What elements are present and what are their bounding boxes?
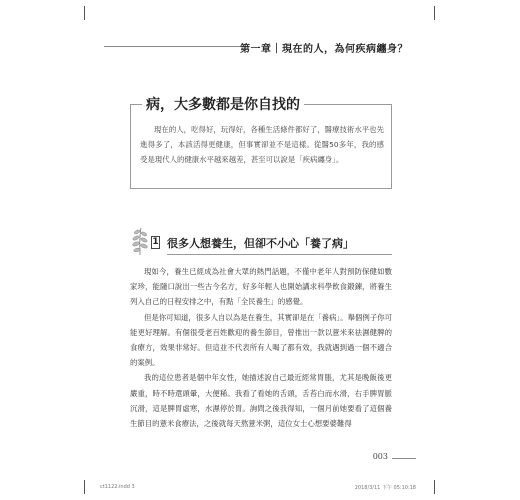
crop-mark-bottom-left [84, 480, 85, 494]
section-title: 很多人想養生，但卻不小心「養了病」 [167, 237, 354, 250]
crop-mark-bottom-right [434, 480, 435, 494]
crop-mark-top-left [84, 6, 85, 20]
print-slug-file: ct1122.indd 3 [100, 484, 135, 490]
section-number: 1 [152, 237, 159, 247]
page-number: 003 [372, 452, 388, 461]
chapter-title: 第一章｜現在的人，為何疾病纏身？ [240, 44, 408, 55]
body-paragraph: 但是你可知道，很多人自以為是在養生，其實卻是在「養病」。舉個例子你可能更好理解。有個很受老百姓歡迎的養生節目，曾推出一款以薏米來祛濕健脾的食療方，效果非常好。但這並不代表所有人喝了都有效，我就遇到過一個不適合的案例。 [130, 312, 392, 368]
crop-mark-top-right [434, 6, 435, 20]
intro-title: 病，大多數都是你自找的 [142, 96, 304, 114]
body-paragraph: 現如今，養生已經成為社會大眾的熱門話題，不僅中老年人對預防保健如數家珍，能隨口說出一些古今名方，好多年輕人也開始講求科學飲食鍛鍊，將養生列入自己的日程安排之中，有點「全民養生」的感覺。 [130, 267, 392, 307]
leaf-sprig-icon [130, 226, 150, 256]
section-heading [130, 226, 392, 256]
body-text [130, 264, 392, 431]
header-rule [104, 46, 250, 47]
intro-paragraph: 現在的人，吃得好，玩得好，各種生活條件都好了，醫療技術水平也先進得多了，本該活得更健康，但事實卻並不是這樣。從醫50多年，我的感受是現代人的健康水平越來越差，甚至可以說是「疾病纏身」。 [140, 125, 384, 164]
running-header [0, 40, 520, 54]
page-number-rule [392, 458, 416, 459]
print-slug-date: 2018/3/11 下午 05:10:18 [354, 485, 416, 491]
intro-text [140, 122, 384, 167]
section-rule [167, 254, 392, 255]
body-paragraph: 我的這位患者是個中年女性，她描述說自己最近經常胃脹，尤其是晚飯後更嚴重，時不時還頭暈，大便稀。我看了看她的舌頭，舌苔白而水滑，右手脾胃脈沉滑，這是脾胃虛寒，水濕停於胃。詢問之後我得知，一個月前她要看了這個養生節目的薏米食療法，之後就每天熬薏米粥，這位女士心想要婆難得 [130, 373, 392, 429]
